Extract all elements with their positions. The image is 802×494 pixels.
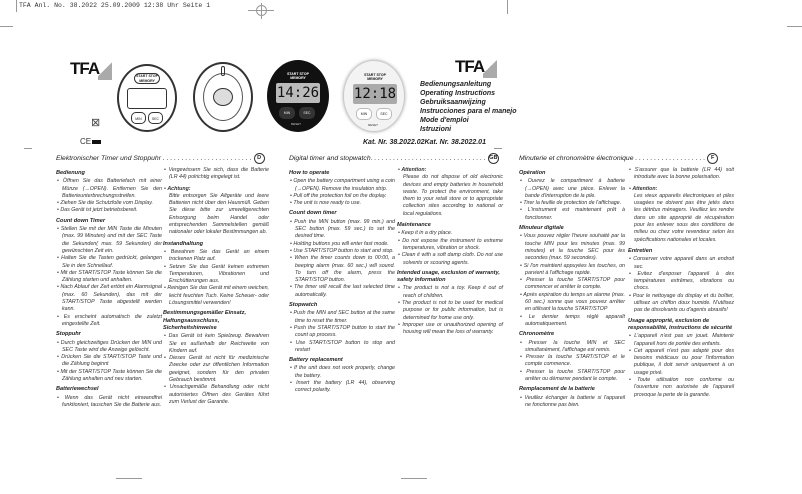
bullet-item: • Drücken Sie die START/STOP Taste und die Zählung beginnt <box>57 354 162 368</box>
bullet-text: When the timer counts down to 00:00, a beeping alarm (max. 60 sec.) will sound. To turn off the alarm, press the START/STOP button. <box>294 255 396 284</box>
bullet-item: • Dieses Gerät ist nicht für medizinische Zwecke oder zur öffentlichen Information geeignet, sondern für den privaten Gebrauch bestimmt. <box>164 355 269 384</box>
language-badge: D <box>254 153 265 164</box>
bullet-text: Insert the battery (LR 44), observing correct polarity. <box>295 380 395 394</box>
language-list <box>420 80 516 134</box>
disposal-bar <box>92 140 101 144</box>
bullet-item: • Use START/STOP button to stop and restart <box>290 339 395 353</box>
subheading: Bestimmungsgemäßer Einsatz, Haftungsausschluss, Sicherheitshinweise <box>163 310 246 331</box>
subheading: How to operate <box>289 170 330 176</box>
bullet-item: • Cet appareil n'est pas adapté pour des besoins médicaux ou pour l'information publique, il doit servir uniquement à un usage privé. <box>629 347 735 376</box>
bullet-text: Ziehen Sie die Schutzfolie vom Display. <box>60 200 153 207</box>
bullet-item: • Reinigen Sie das Gerät mit einem weichen, leicht feuchten Tuch. Keine Scheuer- oder Lösungsmittel verwenden! <box>164 285 269 307</box>
bullet-text: Bewahren Sie das Gerät an einem trockenen Platz auf. <box>169 248 269 263</box>
bullet-text: Toute utilisation non conforme ou l'ouverture non autorisée de l'appareil provoque la perte de la garantie. <box>634 377 734 398</box>
bullet-text: Pull off the protection foil on the display. <box>293 192 387 199</box>
bullet-item: • Conserver votre appareil dans un endroit sec. <box>629 256 734 270</box>
bullet-item: • Après expiration du temps un alarme (max. 60 sec.) sonne que vous pouvez arrêter en utilisant la touche START/STOP <box>520 291 625 313</box>
language-item: Operating Instructions <box>420 90 496 97</box>
subheading: Opération <box>519 170 546 176</box>
start-stop-label: START STOP <box>287 72 309 76</box>
bullet-item: • Stellen Sie mit der MIN Taste die Minuten (max. 99 Minuten) und mit der SEC Taste die Sekunden( max. 59 Sekunden) der gewünschten Zeit ein. <box>57 226 162 254</box>
bullet-item: • Toute utilisation non conforme ou l'ouverture non autorisée de l'appareil provoque la perte de la garantie. <box>629 377 734 398</box>
bullet-item: • Attention: <box>398 167 427 173</box>
bullet-item: • Push the MIN button (max. 99 min.) and SEC button (max. 59 sec.) to set the desired time. <box>290 218 395 240</box>
crop-mark <box>507 0 508 14</box>
bullet-text: Après expiration du temps un alarme (max. 60 sec.) sonne que vous pouvez arrêter en utilisant la touche START/STOP <box>523 291 625 313</box>
bullet-item: • The unit is now ready to use. <box>290 200 362 207</box>
bullet-text: Evitez d'exposer l'appareil à des températures extrêmes, vibrations ou chocs. <box>634 270 735 292</box>
bullet-item: • Achtung: <box>164 185 191 192</box>
text-column <box>163 167 269 406</box>
bullet-item: • Presser la touche START/STOP pour arrêter ou démarrer pendant le compte. <box>520 368 625 383</box>
text-column <box>289 167 395 395</box>
bullet-item: • Use START/STOP button to start and stop. <box>290 247 394 254</box>
print-header: TFA Anl. No. 38.2022 25.09.2009 12:38 Uhr Seite 1 <box>19 2 211 9</box>
start-stop-label: START STOP <box>136 74 158 78</box>
bullet-text: Wenn das Gerät nicht einwandfrei funktioniert, tauschen Sie die Batterie aus. <box>62 394 163 408</box>
bullet-text: Vergewissern Sie sich, dass die Batterie (LR 44) polrichtig eingelegt ist. <box>168 167 270 181</box>
start-stop-label: START STOP <box>364 73 386 77</box>
bullet-item: • Evitez d'exposer l'appareil à des températures extrêmes, vibrations ou chocs. <box>629 270 735 292</box>
lcd-display: 14:26 <box>276 85 320 101</box>
section-title <box>519 153 718 164</box>
bullet-item: • Ouvrez le compartiment à batterie (→OPEN) avec une pièce. Enlever la bande d'interruption de la pile. <box>520 178 625 199</box>
bullet-item: • Wenn das Gerät nicht einwandfrei funktioniert, tauschen Sie die Batterie aus. <box>57 394 163 408</box>
bullet-text: Push the MIN button (max. 99 min.) and SEC button (max. 59 sec.) to set the desired time. <box>294 218 395 240</box>
bullet-item: • Mit der START/STOP Taste können Sie die Zählung anhalten und neu starten. <box>57 368 163 383</box>
bullet-item: • Push the MIN and SEC button at the same time to reset the timer. <box>290 310 395 324</box>
reset-label: RESET <box>291 122 302 126</box>
bullet-text: S'assurer que la batterie (LR 44) soit introduite avec la bonne polarisation. <box>634 167 734 181</box>
bullet-item: • Vous pouvez régler l'heure souhaité par la touche MIN pour les minutes (max. 99 minutes) et la touche SEC pour les secondes (max. 59 secondes). <box>520 233 626 262</box>
crop-mark <box>787 26 802 27</box>
bullet-item: • The timer will recall the last selected time automatically. <box>290 284 395 298</box>
language-item: Gebruiksaanwijzing <box>420 99 486 106</box>
bullet-item: • Pour le nettoyage du display et du boîtier, utilisez un chiffon doux humide. N'utilisez pas de dissolvants ou d'agents abrasifs! <box>629 292 734 314</box>
bullet-text: Drücken Sie die START/STOP Taste und die Zählung beginnt <box>61 354 162 368</box>
bullet-item: • Presser la touche MIN et SEC simultanément, l'affichage est remis. <box>520 339 625 353</box>
subheading: Remplacement de la batterie <box>519 386 595 393</box>
timer-device-white-outline <box>117 64 177 132</box>
bullet-text: The product is not a toy. Keep it out of reach of children. <box>402 285 504 299</box>
bullet-text: Presser la touche START/STOP et le compte commence. <box>525 354 626 368</box>
crop-mark <box>24 148 32 149</box>
subheading: Battery replacement <box>289 357 343 364</box>
language-item: Instrucciones para el manejo <box>420 108 517 115</box>
bullet-text: Öffnen Sie das Batteriefach mit einer Münze (→OPEN). Entfernen Sie den Batterieunterbrechungsstreifen. <box>62 178 163 199</box>
bullet-text: Mit der START/STOP Taste können Sie die Zählung anhalten und neu starten. <box>60 368 163 383</box>
timer-device-white <box>343 60 405 132</box>
sec-button-drawing: SEC <box>376 108 392 120</box>
bullet-item: • The product is not to be used for medical purpose or for public information, but is determined for home use only. <box>398 300 503 321</box>
bullet-text: Mit der START/STOP Taste können Sie die Zählung starten und anhalten. <box>60 269 163 284</box>
text-column <box>397 167 503 337</box>
ce-mark: CE <box>80 137 92 146</box>
bullet-text: Halten Sie die Tasten gedrückt, gelangen Sie in den Schnellauf. <box>61 255 163 269</box>
bullet-text: Stellen Sie mit der MIN Taste die Minuten (max. 99 Minuten) und mit der SEC Taste die Sekunden( max. 59 Sekunden) der gewünschten Zeit ein. <box>60 226 162 254</box>
bullet-item: • Le dernier temps réglé apparaît automatiquement. <box>520 313 626 327</box>
bullet-text: If the unit does not work properly, change the battery. <box>293 365 395 379</box>
bullet-item: • Holding buttons you will enter fast mode. <box>290 240 389 247</box>
bullet-text: Push the START/STOP button to start the count up process. <box>293 324 395 339</box>
bullet-text: Es erscheint automatisch die zuletzt eingestellte Zeit. <box>62 313 162 327</box>
bullet-item: • Ziehen Sie die Schutzfolie vom Display. <box>57 200 153 207</box>
bullet-item: • Presser la touche START/STOP pour commencer et arrêter le compte. <box>520 277 625 291</box>
bullet-item: • Push the START/STOP button to start the count up process. <box>290 324 395 339</box>
bullet-text: Attention: <box>632 185 658 192</box>
bullet-item: • Bewahren Sie das Gerät an einem trockenen Platz auf. <box>164 248 269 263</box>
sec-button-drawing: SEC <box>299 107 315 119</box>
bullet-text: Cet appareil n'est pas adapté pour des besoins médicaux ou pour l'information publique, il doit servir uniquement à un usage privé. <box>633 347 735 376</box>
bullet-item: • Attention: <box>629 185 658 192</box>
bullet-text: Das Gerät ist jetzt betriebsbereit. <box>60 207 138 214</box>
section-title <box>289 153 499 164</box>
bullet-text: Use START/STOP button to start and stop. <box>293 247 394 254</box>
crop-mark <box>494 148 502 149</box>
section-title-text: Elektronischer Timer und Stoppuhr . . . . . . . . . . . . . . . . . . . . . . . . <box>56 155 252 162</box>
bullet-text: Setzen Sie das Gerät keinen extremen Temperaturen, Vibrationen und Erschütterungen aus. <box>169 263 269 285</box>
min-button-drawing: MIN <box>279 107 295 119</box>
waste-bin-icon: ⊠ <box>91 117 101 129</box>
bullet-item: • Presser la touche START/STOP et le compte commence. <box>520 354 626 368</box>
bullet-text: Le dernier temps réglé apparaît automatiquement. <box>525 313 626 327</box>
subheading: Usage approprié, exclusion de responsabilité, instructions de sécurité <box>628 317 733 331</box>
bullet-item: • Mit der START/STOP Taste können Sie die Zählung starten und anhalten. <box>57 269 163 284</box>
bullet-item: • Setzen Sie das Gerät keinen extremen Temperaturen, Vibrationen und Erschütterungen aus. <box>164 263 269 285</box>
subheading: Intended usage, exclusion of warranty, safety information <box>397 269 500 284</box>
timer-device-back <box>193 62 253 132</box>
bullet-text: Presser la touche START/STOP pour arrêter ou démarrer pendant le compte. <box>525 368 625 383</box>
bullet-item: • When the timer counts down to 00:00, a beeping alarm (max. 60 sec.) will sound. To turn off the alarm, press the START/STOP button. <box>290 255 396 284</box>
language-item: Bedienungsanleitung <box>420 81 492 88</box>
bullet-item: • The product is not a toy. Keep it out of reach of children. <box>398 285 504 299</box>
text-column <box>628 167 734 399</box>
timer-device-black <box>267 60 329 132</box>
bullet-text: Dieses Gerät ist nicht für medizinische Zwecke oder zur öffentlichen Information geeignet, sondern für den privaten Gebrauch bestimmt. <box>169 355 269 384</box>
bullet-item: • Si l'on maintient appuyées les touches, on parvient à l'affichage rapide. <box>520 262 625 276</box>
bullet-item: • Das Gerät ist jetzt betriebsbereit. <box>57 207 138 214</box>
registration-circle <box>256 5 267 16</box>
crop-mark <box>0 26 13 27</box>
subheading: Bedienung <box>56 170 85 176</box>
bullet-item: • Improper use or unauthorized opening of housing will mean the loss of warranty. <box>398 321 504 336</box>
bullet-text: The product is not to be used for medical purpose or for public information, but is determined for home use only. <box>401 300 503 321</box>
bullet-text: Nach Ablauf der Zeit ertönt ein Alarmsignal (max. 60 Sekunden), das mit der START/STOP Taste abgestellt werden kann. <box>60 284 162 313</box>
bullet-text: Veuillez échanger la batterie si l'appareil ne fonctionne pas bien. <box>524 394 625 408</box>
bullet-text: The unit is now ready to use. <box>293 200 362 207</box>
section-title-text: Digital timer and stopwatch. . . . . . . . . . . . . . . . . . . . . . . . . . . . . . . <box>289 155 486 162</box>
min-button-drawing: MIN <box>131 112 146 124</box>
subheading: Batteriewechsel <box>56 386 99 393</box>
bullet-text: Ouvrez le compartiment à batterie (→OPEN) avec une pièce. Enlever la bande d'interruption de la pile. <box>525 178 625 199</box>
bullet-text: Das Gerät ist kein Spielzeug. Bewahren Sie es außerhalb der Reichweite von Kindern auf. <box>168 333 269 354</box>
registration-mark <box>116 478 142 479</box>
crop-mark <box>16 0 17 12</box>
bullet-text: Unsachgemäße Behandlung oder nicht autorisiertes Öffnen des Gerätes führt zum Verlust der Garantie. <box>169 384 270 405</box>
section-title <box>56 153 265 164</box>
subheading: Entretien <box>628 247 653 254</box>
bullet-item: • Clean it with a soft damp cloth. Do not use solvents or scouring agents. <box>398 252 503 266</box>
bullet-item: • Nach Ablauf der Zeit ertönt ein Alarmsignal (max. 60 Sekunden), das mit der START/STOP Taste abgestellt werden kann. <box>57 284 162 313</box>
subheading: Count down Timer <box>56 217 105 224</box>
reset-label: RESET <box>368 123 379 127</box>
bullet-text: Attention: <box>401 167 427 173</box>
text-column <box>56 167 162 409</box>
subheading: Stopwatch <box>289 302 318 309</box>
sec-button-drawing: SEC <box>148 112 163 124</box>
bullet-text: Presser la touche MIN et SEC simultanément, l'affichage est remis. <box>525 339 625 353</box>
bullet-item: • Keep it in a dry place. <box>398 230 453 237</box>
paragraph: Bitte entsorgen Sie Altgeräte und leere Batterien nicht über den Hausmüll. Geben Sie diese bitte zur umweltgerechten Entsorgung beim Handel oder entsprechenden Sammelstellen gemäß nationaler oder lokaler Bestimmungen ab. <box>169 192 269 236</box>
lcd-display: 12:18 <box>353 86 397 102</box>
bullet-item: • Das Gerät ist kein Spielzeug. Bewahren Sie es außerhalb der Reichweite von Kindern auf. <box>164 333 269 354</box>
bullet-item: • Do not expose the instrument to extreme temperatures, vibration or shock. <box>398 237 503 251</box>
paragraph: Please do not dispose of old electronic devices and empty batteries in household waste. To protect the environment, take them to your retail store or to appropriate collection sites according to national or local regulations. <box>403 174 503 217</box>
section-title-text: Minuterie et chronomètre électronique . . . . . . . . . . . . . . . . . . . <box>519 155 706 162</box>
bullet-item: • Durch gleichzeitiges Drücken der MIN und SEC Taste wird die Anzeige gelöscht. <box>57 339 163 353</box>
subheading: Stoppuhr <box>56 331 81 338</box>
catalog-number: Kat. Nr. 38.2022.02Kat. Nr. 38.2022.01 <box>363 139 486 146</box>
language-badge: GB <box>488 153 499 164</box>
bullet-text: Achtung: <box>167 185 191 192</box>
bullet-text: Push the MIN and SEC button at the same time to reset the timer. <box>293 310 395 324</box>
bullet-text: L'instrument est maintenant prêt à fonctionner. <box>525 207 626 221</box>
tfa-logo: TFA <box>70 58 108 80</box>
bullet-text: Holding buttons you will enter fast mode. <box>293 240 389 247</box>
subheading: Minuteur digitale <box>519 225 564 232</box>
bullet-item: • Es erscheint automatisch die zuletzt eingestellte Zeit. <box>57 313 162 327</box>
bullet-text: L'appareil n'est pas un jouet. Maintenir l'appareil hors de portée des enfants. <box>634 333 734 347</box>
bullet-text: Pour le nettoyage du display et du boîtier, utilisez un chiffon doux humide. N'utilisez pas de dissolvants ou d'agents abrasifs! <box>632 292 734 314</box>
bullet-item: • Unsachgemäße Behandlung oder nicht autorisiertes Öffnen des Gerätes führt zum Verlust der Garantie. <box>164 384 270 405</box>
subheading: Chronomètre <box>519 331 555 338</box>
bullet-text: Si l'on maintient appuyées les touches, on parvient à l'affichage rapide. <box>523 262 625 276</box>
paragraph: Les vieux appareils électroniques et piles usagées ne doivent pas être jetés dans les détritus ménagers. Veuillez les rendre dans un site approprié de récupération pour les enlever sous des conditions de milieu ou chez votre revendeur selon les spécifications nationales et locales. <box>634 192 734 243</box>
memory-label: MEMORY <box>139 79 155 83</box>
bullet-item: • If the unit does not work properly, change the battery. <box>290 365 395 379</box>
bullet-text: The timer will recall the last selected time automatically. <box>293 284 395 298</box>
memory-label: MEMORY <box>367 77 383 81</box>
bullet-item: • Veuillez échanger la batterie si l'appareil ne fonctionne pas bien. <box>520 394 625 408</box>
min-button-drawing: MIN <box>356 108 372 120</box>
bullet-item: • L'instrument est maintenant prêt à fonctionner. <box>520 207 626 221</box>
bullet-text: Presser la touche START/STOP pour commencer et arrêter le compte. <box>525 277 625 291</box>
bullet-item: • Tirer la feuille de protection de l'affichage. <box>520 200 622 207</box>
tfa-logo-right: TFA <box>455 56 493 78</box>
bullet-item: • L'appareil n'est pas un jouet. Maintenir l'appareil hors de portée des enfants. <box>629 333 734 347</box>
battery-cover <box>213 88 233 106</box>
bullet-text: Use START/STOP button to stop and restart <box>295 339 395 353</box>
bullet-text: Vous pouvez régler l'heure souhaité par la touche MIN pour les minutes (max. 99 minutes) et la touche SEC pour les secondes (max. 59 secondes). <box>523 233 626 262</box>
subheading: Maintenance <box>397 222 431 229</box>
subheading: Instandhaltung <box>163 240 204 247</box>
bullet-text: Open the battery compartment using a coin (→OPEN). Remove the insulation strip. <box>293 178 395 192</box>
text-column <box>519 167 625 409</box>
language-item: Istruzioni <box>420 126 452 133</box>
bullet-text: Do not expose the instrument to extreme temperatures, vibration or shock. <box>402 237 503 251</box>
bullet-text: Conserver votre appareil dans un endroit sec. <box>633 256 734 270</box>
registration-mark <box>401 478 427 479</box>
bullet-text: Reinigen Sie das Gerät mit einem weichen, leicht feuchten Tuch. Keine Scheuer- oder Lösungsmittel verwenden! <box>167 285 269 307</box>
language-badge: F <box>707 153 718 164</box>
bullet-item: • Insert the battery (LR 44), observing correct polarity. <box>290 380 395 394</box>
bullet-item: • Vergewissern Sie sich, dass die Batterie (LR 44) polrichtig eingelegt ist. <box>164 167 270 181</box>
bullet-text: Tirer la feuille de protection de l'affichage. <box>523 200 622 207</box>
bullet-item: • S'assurer que la batterie (LR 44) soit introduite avec la bonne polarisation. <box>629 167 734 181</box>
memory-label: MEMORY <box>290 76 306 80</box>
lcd-display <box>127 88 167 109</box>
subheading: Count down timer <box>289 210 337 217</box>
bullet-text: Clean it with a soft damp cloth. Do not use solvents or scouring agents. <box>401 252 503 266</box>
bullet-text: Keep it in a dry place. <box>401 230 453 237</box>
bullet-item: • Pull off the protection foil on the display. <box>290 192 387 199</box>
bullet-item: • Öffnen Sie das Batteriefach mit einer Münze (→OPEN). Entfernen Sie den Batterieunterbrechungsstreifen. <box>57 178 163 199</box>
bullet-text: Durch gleichzeitiges Drücken der MIN und SEC Taste wird die Anzeige gelöscht. <box>60 339 163 353</box>
bullet-item: • Halten Sie die Tasten gedrückt, gelangen Sie in den Schnellauf. <box>57 255 163 269</box>
language-item: Mode d'emploi <box>420 117 469 124</box>
bullet-item: • Open the battery compartment using a coin (→OPEN). Remove the insulation strip. <box>290 178 395 192</box>
bullet-text: Improper use or unauthorized opening of housing will mean the loss of warranty. <box>402 321 504 336</box>
